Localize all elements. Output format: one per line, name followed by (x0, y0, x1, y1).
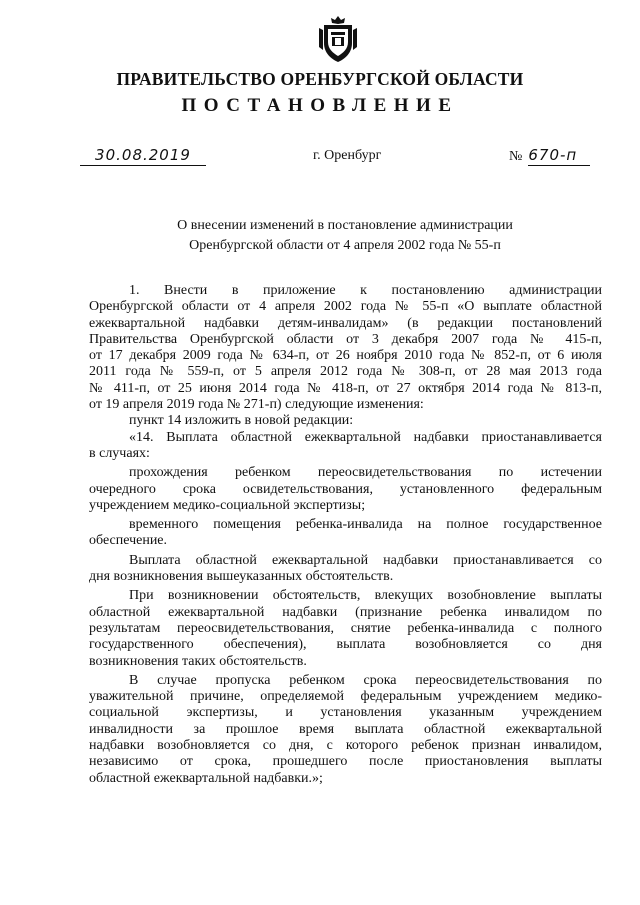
text-line: государственного обеспечения), выплата возобновляется со дня (89, 637, 602, 653)
document-date: 30.08.2019 (80, 146, 206, 166)
text-line: учреждением медико-социальной экспертизы; (89, 497, 366, 513)
paragraph-7 (89, 588, 602, 669)
text-line: В случае пропуска ребенком срока переосвидетельствования по (129, 672, 602, 688)
text-line: 1. Внести в приложение к постановлению администрации (129, 283, 602, 298)
text-line: Правительства Оренбургской области от 3 декабря 2007 года № 415-п, (89, 331, 602, 347)
text-line: очередного срока освидетельствования, установленного федеральным (89, 481, 602, 497)
text-line: результатам переосвидетельствования, снятие ребенка-инвалида с полного (89, 620, 602, 636)
text-line: от 17 декабря 2009 года № 634-п, от 26 ноября 2010 года № 852-п, от 6 июля (89, 348, 602, 364)
text-line: социальной экспертизы, и установления указанным учреждением (89, 705, 602, 721)
document-type: ПОСТАНОВЛЕНИЕ (181, 95, 459, 116)
paragraph-8 (89, 673, 602, 787)
text-line: При возникновении обстоятельств, влекущих возобновление выплаты (129, 588, 602, 604)
document-subject (0, 216, 640, 256)
text-line: пункт 14 изложить в новой редакции: (129, 413, 354, 429)
text-line: независимо от срока, прошедшего после приостановления выплаты (89, 754, 602, 770)
orenburg-coat-of-arms-icon (316, 14, 360, 64)
text-line: областной ежеквартальной надбавки (признание ребенка инвалидом по (89, 604, 602, 620)
number-value: 670-п (528, 146, 590, 166)
document-city: г. Оренбург (313, 148, 382, 163)
text-line: «14. Выплата областной ежеквартальной надбавки приостанавливается (129, 429, 602, 445)
document-number (509, 146, 590, 166)
text-line: ежеквартальной надбавки детям-инвалидам» (в редакции постановлений (89, 315, 602, 331)
number-sign: № (509, 149, 523, 164)
text-line: надбавки возобновляется со дня, с которого ребенок признан инвалидом, (89, 738, 602, 754)
text-line: областной ежеквартальной надбавки.»; (89, 770, 323, 786)
text-line: Выплата областной ежеквартальной надбавки приостанавливается со (129, 552, 602, 568)
paragraph-2 (89, 413, 602, 429)
text-line: в случаях: (89, 445, 150, 461)
text-line: уважительной причине, определяемой федеральным учреждением медико- (89, 689, 602, 705)
paragraph-3 (89, 430, 602, 463)
document-body (89, 283, 602, 787)
paragraph-5 (89, 517, 602, 550)
text-line: от 19 апреля 2019 года № 271-п) следующие изменения: (89, 397, 424, 413)
organization-title: ПРАВИТЕЛЬСТВО ОРЕНБУРГСКОЙ ОБЛАСТИ (116, 69, 524, 89)
text-line: дня возникновения вышеуказанных обстоятельств. (89, 569, 394, 585)
text-line: Оренбургской области от 4 апреля 2002 года № 55-п «О выплате областной (89, 299, 602, 315)
paragraph-6 (89, 553, 602, 586)
paragraph-4 (89, 465, 602, 514)
text-line: 2011 года № 559-п, от 5 апреля 2012 года № 308-п, от 28 мая 2013 года (89, 364, 602, 380)
text-line: инвалидности за прошлое время выплата областной ежеквартальной (89, 721, 602, 737)
subject-line: О внесении изменений в постановление администрации (177, 218, 513, 233)
text-line: № 411-п, от 25 июня 2014 года № 418-п, от 27 октября 2014 года № 813-п, (89, 380, 602, 396)
subject-line: Оренбургской области от 4 апреля 2002 года № 55-п (189, 238, 501, 253)
text-line: возникновения таких обстоятельств. (89, 653, 307, 669)
text-line: обеспечение. (89, 533, 168, 549)
paragraph-1 (89, 283, 602, 413)
text-line: прохождения ребенком переосвидетельствования по истечении (129, 465, 602, 481)
text-line: временного помещения ребенка-инвалида на полное государственное (129, 517, 602, 533)
